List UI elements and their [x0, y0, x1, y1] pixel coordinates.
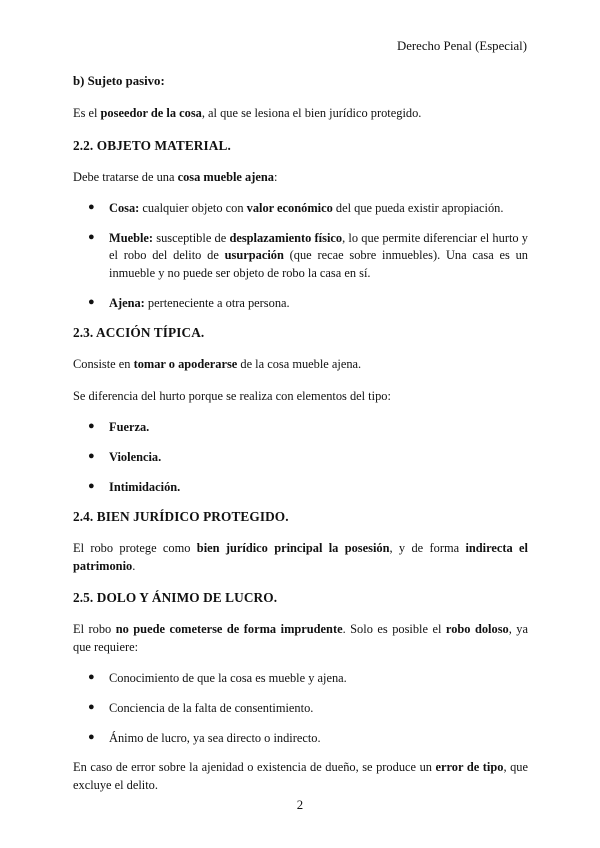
bullet-icon: ●: [88, 479, 95, 492]
paragraph-sujeto-pasivo: Es el poseedor de la cosa, al que se lesiona el bien jurídico protegido.: [73, 106, 422, 121]
bullet-icon: ●: [88, 295, 95, 308]
bullet-icon: ●: [88, 730, 95, 743]
list-item-violencia: ● Violencia.: [88, 450, 162, 464]
paragraph-dolo-2: En caso de error sobre la ajenidad o existencia de dueño, se produce un error de tipo, que excluye el delito.: [73, 760, 528, 792]
bullet-icon: ●: [88, 420, 95, 433]
list-item-fuerza: ● Fuerza.: [88, 420, 150, 435]
section-title-bien-juridico: 2.4. BIEN JURÍDICO PROTEGIDO.: [73, 509, 289, 525]
section-title-dolo-animo: 2.5. DOLO Y ÁNIMO DE LUCRO.: [73, 590, 278, 606]
subheading-sujeto-pasivo: b) Sujeto pasivo:: [73, 74, 165, 88]
list-item-ajena: ● Ajena: perteneciente a otra persona.: [88, 295, 290, 310]
running-header: Derecho Penal (Especial): [396, 39, 527, 53]
list-accion-tipica: [73, 419, 528, 496]
list-objeto-material: [73, 200, 528, 312]
bullet-icon: ●: [88, 230, 95, 243]
paragraph-accion-tipica-2: Se diferencia del hurto porque se realiza con elementos del tipo:: [73, 388, 391, 403]
bullet-icon: ●: [88, 671, 95, 684]
list-item-conocimiento: ● Conocimiento de que la cosa es mueble y ajena.: [88, 671, 347, 686]
list-item-intimidacion: ● Intimidación.: [88, 479, 181, 494]
list-item-conciencia: ● Conciencia de la falta de consentimiento.: [88, 701, 314, 716]
section-title-accion-tipica: 2.3. ACCIÓN TÍPICA.: [73, 325, 205, 341]
list-item-mueble: ● Mueble: susceptible de desplazamiento físico, lo que permite diferenciar el hurto y el robo del delito de usurpación (que recae sobre inmuebles). Una casa es un inmueble y no puede ser objeto de robo la casa en sí.: [88, 230, 528, 281]
page-content: [73, 72, 528, 808]
list-item-animo-lucro: ● Ánimo de lucro, ya sea directo o indirecto.: [88, 730, 321, 745]
paragraph-dolo-1: El robo no puede cometerse de forma imprudente. Solo es posible el robo doloso, ya que requiere:: [73, 622, 529, 654]
bullet-icon: ●: [88, 450, 95, 462]
bullet-icon: ●: [88, 201, 95, 214]
paragraph-accion-tipica-1: Consiste en tomar o apoderarse de la cosa mueble ajena.: [73, 357, 362, 372]
list-item-cosa: ● Cosa: cualquier objeto con valor económico del que pueda existir apropiación.: [88, 201, 504, 216]
bullet-icon: ●: [88, 701, 95, 714]
section-title-objeto-material: 2.2. OBJETO MATERIAL.: [73, 137, 231, 153]
page-number: 2: [296, 798, 304, 812]
paragraph-objeto-material-intro: Debe tratarse de una cosa mueble ajena:: [73, 169, 278, 184]
paragraph-bien-juridico: El robo protege como bien jurídico principal la posesión, y de forma indirecta el patrimonio.: [73, 541, 529, 573]
list-dolo: [73, 670, 528, 747]
